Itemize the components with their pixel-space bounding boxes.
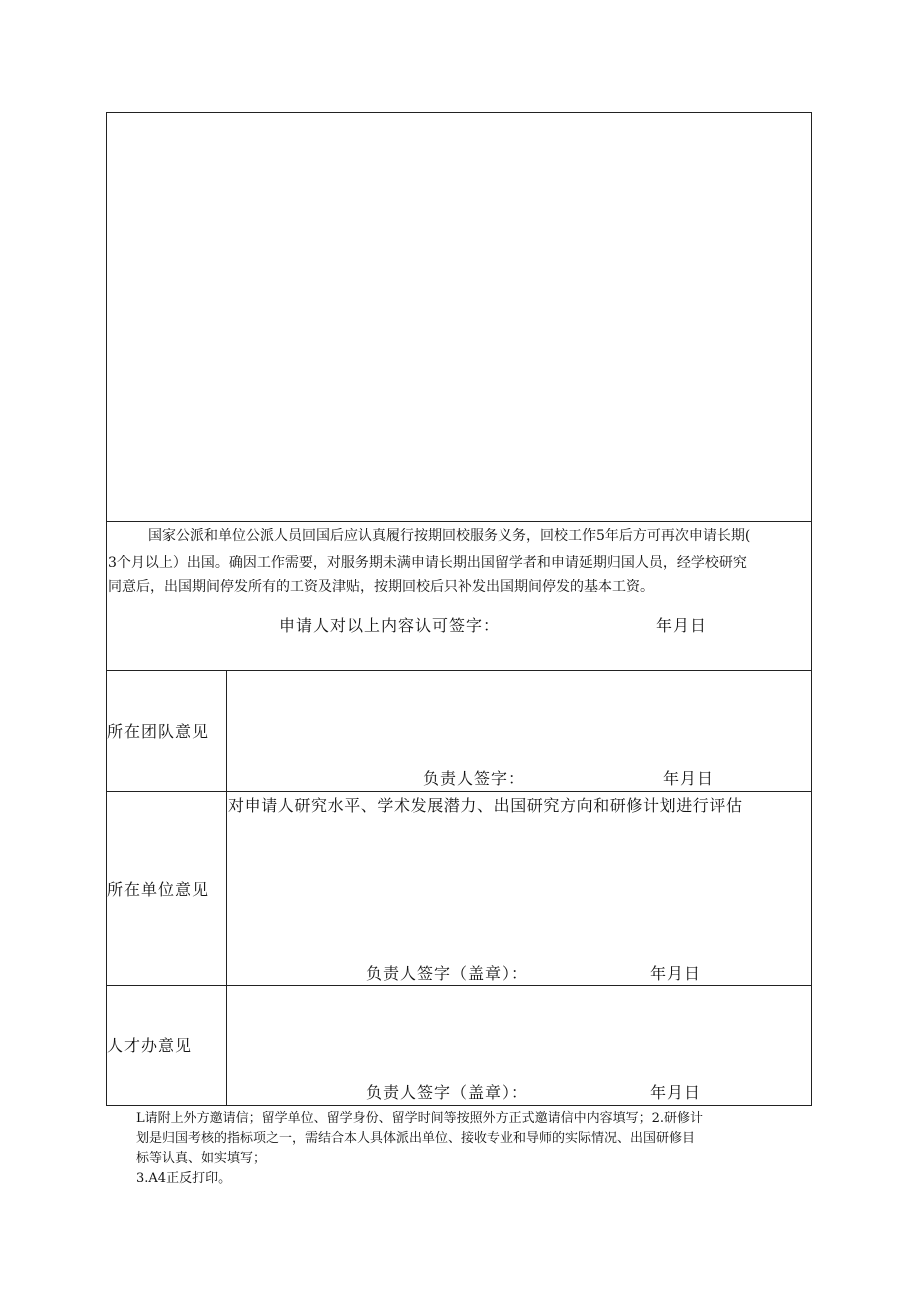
applicant-signature-date: 年月日: [656, 616, 708, 635]
unit-signature-date: 年月日: [650, 964, 702, 983]
note-line-3: 标等认真、如实填写；: [136, 1151, 267, 1166]
talent-office-opinion-label: 人才办意见: [107, 1036, 193, 1055]
row-divider-office-top: [106, 985, 812, 986]
unit-signature-label: 负责人签字（盖章）：: [366, 964, 529, 983]
team-signature-label: 负责人签字：: [423, 769, 526, 788]
office-signature-label: 负责人签字（盖章）：: [366, 1083, 529, 1102]
row-divider-notice-top: [106, 521, 812, 522]
unit-evaluation-instruction: 对申请人研究水平、学术发展潜力、出国研究方向和研修计划进行评估: [228, 796, 743, 815]
research-plan-area[interactable]: [107, 113, 811, 520]
row-divider-team-top: [106, 670, 812, 671]
note-line-2: 划是归国考核的指标项之一，需结合本人具体派出单位、接收专业和导师的实际情况、出国研修目: [136, 1131, 696, 1146]
notice-line-2: 3个月以上）出国。确因工作需要，对服务期未满申请长期出国留学者和申请延期归国人员，经学校研究: [108, 555, 747, 571]
note-line-4: 3.A4正反打印。: [136, 1171, 232, 1186]
row-divider-unit-top: [106, 791, 812, 792]
team-opinion-field[interactable]: [228, 672, 810, 762]
applicant-signature-label: 申请人对以上内容认可签字：: [279, 616, 501, 635]
talent-office-opinion-field[interactable]: [228, 987, 810, 1077]
notice-line-3: 同意后，出国期间停发所有的工资及津贴，按期回校后只补发出国期间停发的基本工资。: [108, 579, 654, 595]
team-signature-date: 年月日: [663, 769, 715, 788]
office-signature-date: 年月日: [650, 1083, 702, 1102]
notice-line-1: 国家公派和单位公派人员回国后应认真履行按期回校服务义务，回校工作5年后方可再次申请长期(: [148, 528, 751, 544]
label-column-divider: [226, 670, 227, 1106]
unit-opinion-label: 所在单位意见: [107, 880, 210, 899]
team-opinion-label: 所在团队意见: [107, 722, 210, 741]
unit-opinion-field[interactable]: [228, 822, 810, 952]
note-line-1: L请附上外方邀请信；留学单位、留学身份、留学时间等按照外方正式邀请信中内容填写；2.研修计: [136, 1111, 704, 1126]
